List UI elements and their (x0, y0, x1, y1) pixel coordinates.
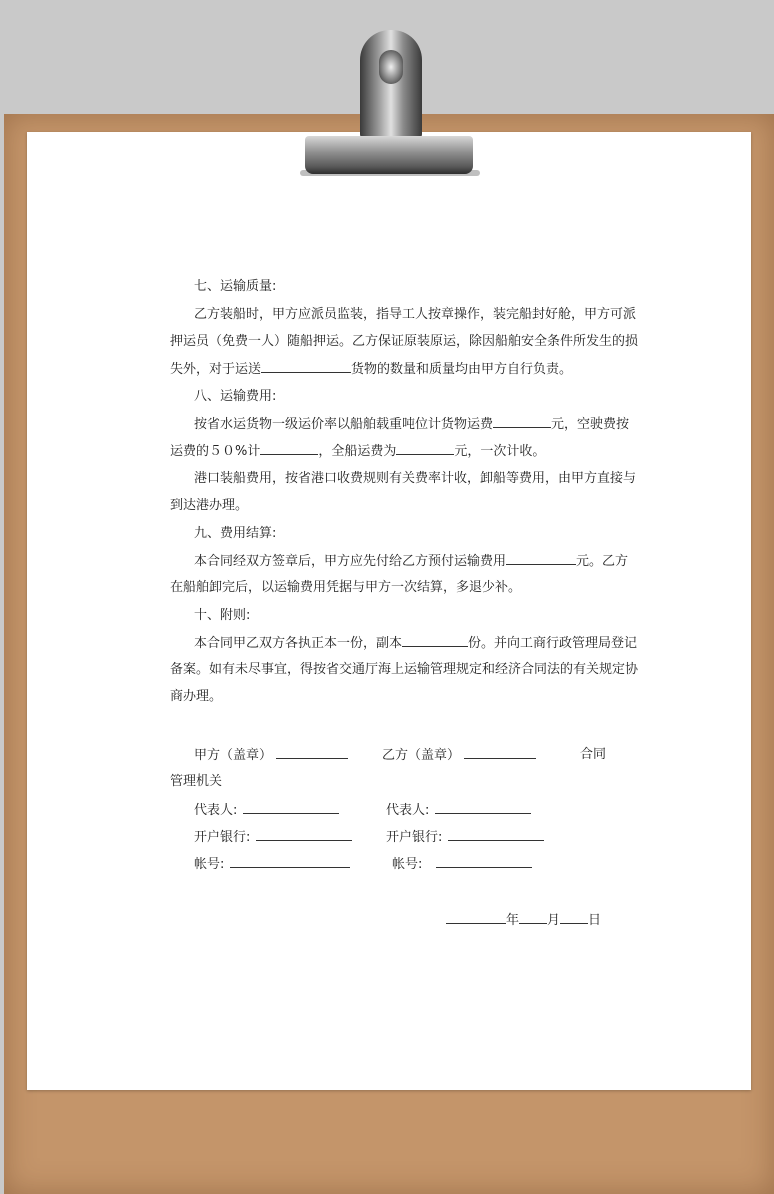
bank-b (386, 828, 544, 847)
text-fragment: 元，一次计收。 (454, 444, 546, 459)
day-label: 日 (588, 913, 602, 928)
rep-b-label: 代表人: (386, 803, 430, 818)
authority-label: 合同 (580, 747, 607, 762)
fill-blank[interactable] (402, 634, 468, 647)
section-9-title: 九、费用结算: (194, 526, 277, 541)
paragraph-line (170, 360, 572, 379)
text-fragment: 份。并向工商行政管理局登记 (468, 636, 638, 651)
account-a-blank[interactable] (230, 855, 350, 868)
month-blank[interactable] (519, 911, 547, 924)
party-b-seal-label: 乙方（盖章） (382, 748, 461, 763)
rep-b (386, 801, 531, 820)
bank-a-label: 开户银行: (194, 830, 251, 845)
text-fragment: 失外，对于运送 (170, 362, 262, 377)
fill-blank[interactable] (261, 360, 351, 373)
account-b-blank[interactable] (436, 855, 532, 868)
signature-blank[interactable] (464, 746, 536, 759)
section-8-title: 八、运输费用: (194, 389, 277, 404)
party-a-seal-label: 甲方（盖章） (194, 748, 273, 763)
paragraph-line: 到达港办理。 (170, 498, 249, 513)
fill-blank[interactable] (260, 442, 318, 455)
paragraph-line (194, 552, 628, 571)
bank-a (194, 828, 352, 847)
bank-a-blank[interactable] (256, 828, 352, 841)
party-b-seal (382, 746, 536, 765)
account-a (194, 855, 350, 874)
paragraph-line (170, 442, 545, 461)
paragraph-line: 商办理。 (170, 689, 223, 704)
rep-a-label: 代表人: (194, 803, 238, 818)
section-10-title: 十、附则: (194, 608, 251, 623)
paragraph-line: 乙方装船时，甲方应派员监装，指导工人按章操作，装完船封好舱，甲方可派 (194, 307, 637, 322)
section-7-title: 七、运输质量: (194, 279, 277, 294)
bank-b-blank[interactable] (448, 828, 544, 841)
text-fragment: 运费的５０%计 (170, 444, 261, 459)
bank-b-label: 开户银行: (386, 830, 443, 845)
fill-blank[interactable] (396, 442, 454, 455)
month-label: 月 (547, 913, 561, 928)
year-blank[interactable] (446, 911, 506, 924)
paragraph-line: 在船舶卸完后，以运输费用凭据与甲方一次结算，多退少补。 (170, 580, 522, 595)
paragraph-line: 备案。如有未尽事宜，得按省交通厅海上运输管理规定和经济合同法的有关规定协 (170, 662, 639, 677)
authority-label-cont: 管理机关 (170, 774, 223, 789)
text-fragment: ，全船运费为 (318, 444, 397, 459)
account-b (392, 855, 532, 874)
text-fragment: 元，空驶费按 (551, 417, 630, 432)
paragraph-line (194, 415, 629, 434)
date-line (446, 911, 601, 930)
binder-clip-base (305, 136, 473, 174)
rep-b-blank[interactable] (435, 801, 531, 814)
signature-blank[interactable] (276, 746, 348, 759)
account-b-label: 帐号: (392, 857, 423, 872)
account-a-label: 帐号: (194, 857, 225, 872)
paragraph-line: 押运员（免费一人）随船押运。乙方保证原装原运，除因船舶安全条件所发生的损 (170, 334, 639, 349)
paragraph-line: 港口装船费用，按省港口收费规则有关费率计收，卸船等费用，由甲方直接与 (194, 471, 637, 486)
day-blank[interactable] (560, 911, 588, 924)
text-fragment: 本合同经双方签章后，甲方应先付给乙方预付运输费用 (194, 554, 507, 569)
text-fragment: 元。乙方 (576, 554, 629, 569)
text-fragment: 本合同甲乙双方各执正本一份，副本 (194, 636, 403, 651)
binder-clip-icon (360, 30, 422, 140)
paragraph-line (194, 634, 637, 653)
text-fragment: 货物的数量和质量均由甲方自行负责。 (351, 362, 573, 377)
document-page (27, 132, 751, 1090)
fill-blank[interactable] (506, 552, 576, 565)
clip-hole (379, 50, 403, 84)
text-fragment: 按省水运货物一级运价率以船舶载重吨位计货物运费 (194, 417, 494, 432)
rep-a-blank[interactable] (243, 801, 339, 814)
rep-a (194, 801, 339, 820)
fill-blank[interactable] (493, 415, 551, 428)
party-a-seal (194, 746, 348, 765)
year-label: 年 (506, 913, 520, 928)
